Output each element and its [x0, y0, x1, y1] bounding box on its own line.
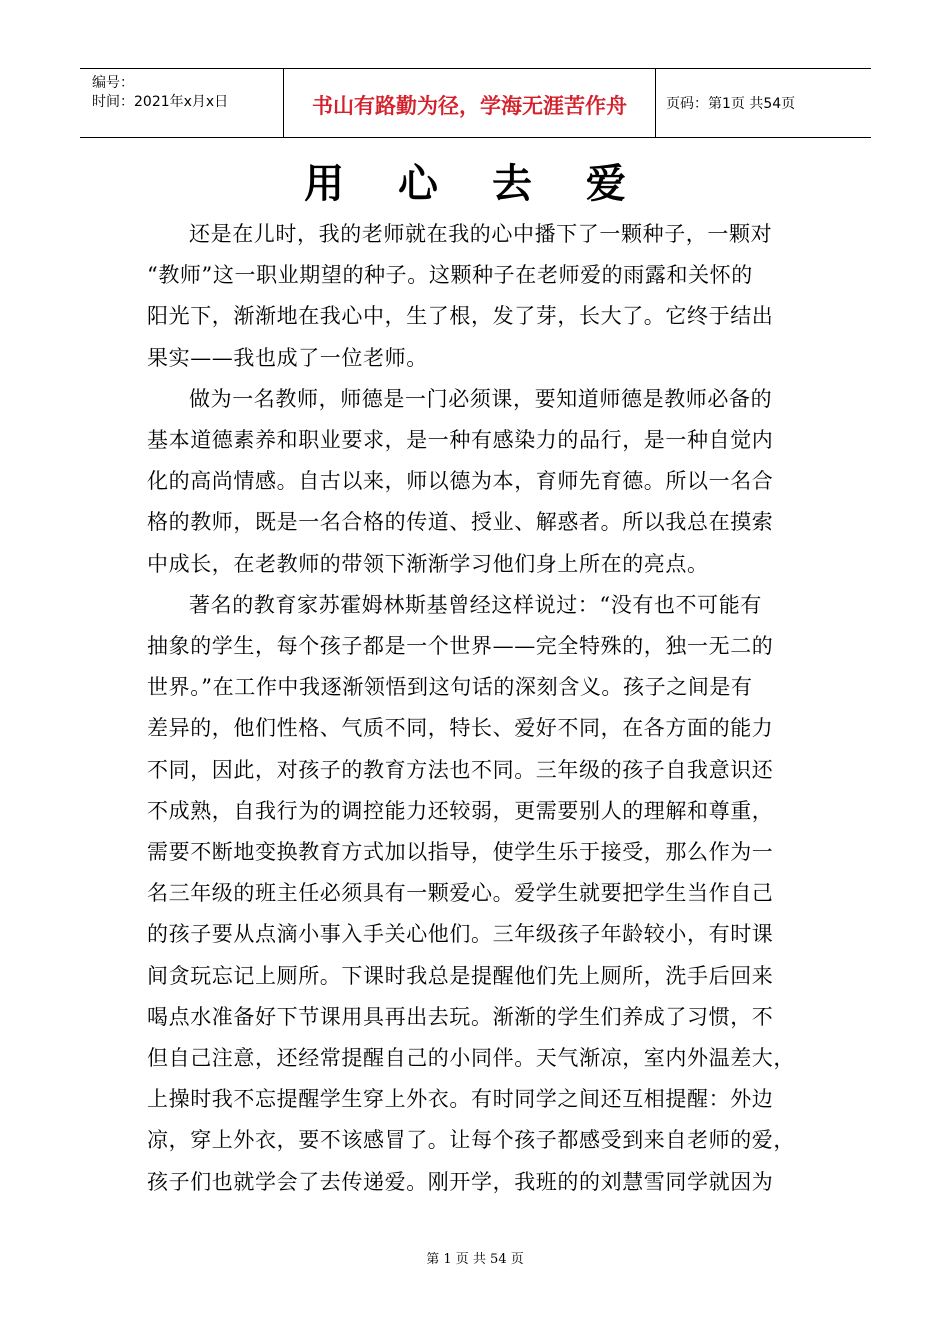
text-line: 世界。”在工作中我逐渐领悟到这句话的深刻含义。孩子之间是有: [147, 675, 753, 700]
text-line: 基本道德素养和职业要求，是一种有感染力的品行，是一种自觉内: [147, 428, 774, 453]
document-body: [147, 214, 807, 1203]
text-line: 中成长，在老教师的带领下渐渐学习他们身上所在的亮点。: [147, 551, 709, 576]
text-line: 做为一名教师，师德是一门必须课，要知道师德是教师必备的: [189, 386, 773, 411]
text-line: 需要不断地变换教育方式加以指导，使学生乐于接受，那么作为一: [147, 840, 774, 865]
text-line: 阳光下，渐渐地在我心中，生了根，发了芽，长大了。它终于结出: [147, 304, 774, 329]
text-line: 上操时我不忘提醒学生穿上外衣。有时同学之间还互相提醒：外边: [147, 1087, 774, 1112]
header-page-cell: [656, 69, 871, 137]
text-line: 的孩子要从点滴小事入手关心他们。三年级孩子年龄较小，有时课: [147, 922, 774, 947]
text-line: 名三年级的班主任必须具有一颗爱心。爱学生就要把学生当作自己: [147, 881, 774, 906]
date-label: 时间：2021年x月x日: [92, 94, 229, 110]
header-motto-cell: [284, 69, 656, 137]
body-paragraph: [147, 214, 807, 379]
text-line: 著名的教育家苏霍姆林斯基曾经这样说过：“没有也不可能有: [189, 592, 762, 617]
text-line: 间贪玩忘记上厕所。下课时我总是提醒他们先上厕所，洗手后回来: [147, 963, 774, 988]
text-line: 凉，穿上外衣，要不该感冒了。让每个孩子都感受到来自老师的爱，: [147, 1128, 795, 1153]
header-motto: 书山有路勤为径，学海无涯苦作舟: [312, 94, 627, 118]
text-line: 不同，因此，对孩子的教育方法也不同。三年级的孩子自我意识还: [147, 757, 774, 782]
text-line: 孩子们也就学会了去传递爱。刚开学，我班的的刘慧雪同学就因为: [147, 1169, 774, 1194]
body-paragraph: [147, 379, 807, 585]
text-line: 差异的，他们性格、气质不同，特长、爱好不同，在各方面的能力: [147, 716, 774, 741]
text-line: 喝点水准备好下节课用具再出去玩。渐渐的学生们养成了习惯，不: [147, 1004, 774, 1029]
body-paragraph: [147, 585, 807, 1203]
document-title: 用 心 去 爱: [304, 160, 646, 207]
page-header: [80, 68, 871, 138]
page-footer: 第 1 页 共 54 页: [426, 1252, 524, 1267]
serial-label: 编号：: [92, 75, 134, 91]
header-page-info: 页码：第1页 共54页: [666, 96, 796, 112]
text-line: 但自己注意，还经常提醒自己的小同伴。天气渐凉，室内外温差大，: [147, 1046, 795, 1071]
text-line: 抽象的学生，每个孩子都是一个世界——完全特殊的，独一无二的: [147, 634, 774, 659]
text-line: “教师”这一职业期望的种子。这颗种子在老师爱的雨露和关怀的: [147, 263, 753, 288]
text-line: 果实——我也成了一位老师。: [147, 345, 428, 370]
text-line: 还是在儿时，我的老师就在我的心中播下了一颗种子，一颗对: [189, 222, 773, 246]
text-line: 不成熟，自我行为的调控能力还较弱，更需要别人的理解和尊重，: [147, 798, 774, 823]
header-meta-cell: [80, 69, 284, 137]
text-line: 化的高尚情感。自古以来，师以德为本，育师先育德。所以一名合: [147, 469, 774, 494]
text-line: 格的教师，既是一名合格的传道、授业、解惑者。所以我总在摸索: [147, 510, 774, 535]
